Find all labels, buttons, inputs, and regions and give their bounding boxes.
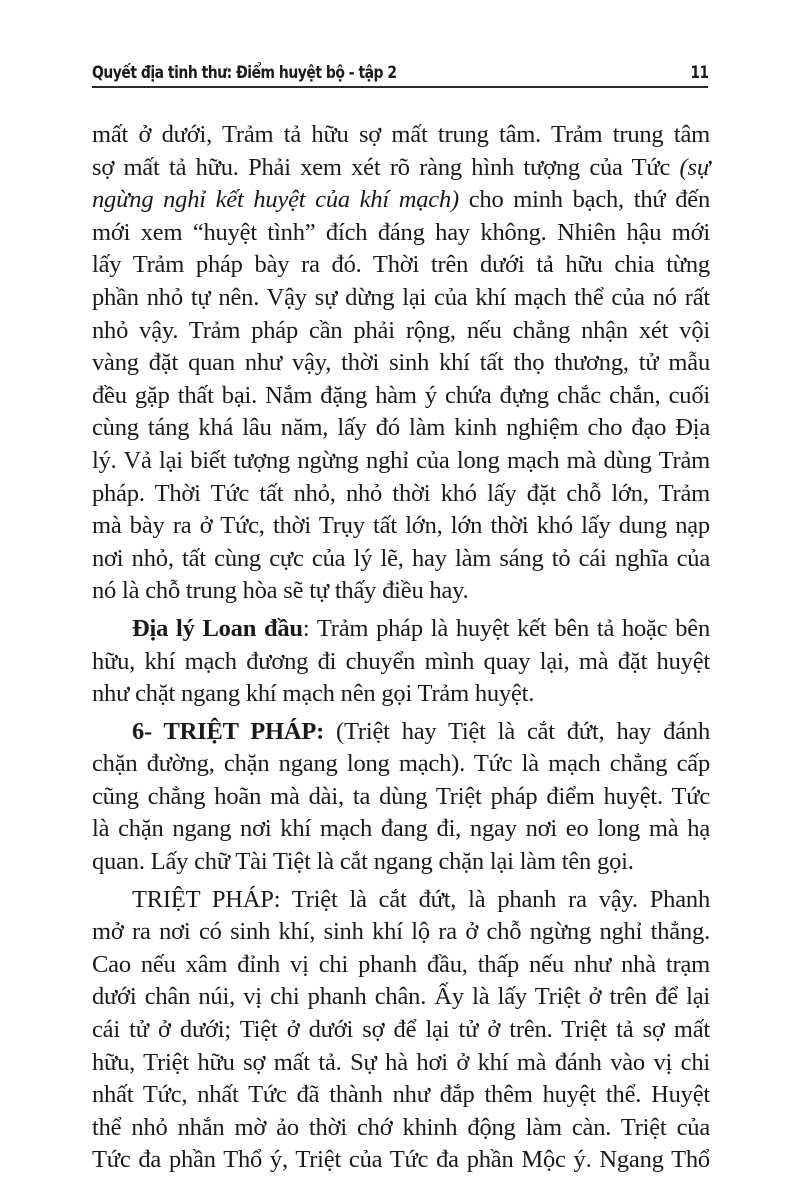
italic-run: (sự [679, 153, 710, 181]
bold-lead: 6- TRIỆT PHÁP: [132, 717, 325, 745]
text-line: pháp. Thời Tức tất nhỏ, nhỏ thời khó lấy đặt chỗ lớn, Trảm [92, 479, 710, 507]
section-lead: TRIỆT PHÁP [132, 885, 274, 913]
text-line: là chặn ngang nơi khí mạch đang đi, ngay nơi eo long mà hạ [92, 815, 710, 843]
text-line [92, 152, 710, 185]
text-run: sợ mất tả hữu. Phải xem xét rõ ràng hình tượng của Tức [92, 153, 680, 181]
text-line: mất ở dưới, Trảm tả hữu sợ mất trung tâm. Trảm trung tâm [92, 121, 710, 148]
text-line: lý. Vả lại biết tượng ngừng nghỉ của long mạch mà dùng Trảm [92, 446, 710, 474]
text-line: đều gặp thất bại. Nắm đặng hàm ý chứa đựng chắc chắn, cuối [92, 381, 710, 409]
text-line: cùng táng khá lâu năm, lấy đó làm kinh nghiệm cho đạo Địa [92, 414, 710, 442]
text-run: (Triệt hay Tiệt là cắt đứt, hay đánh [324, 717, 710, 745]
text-line: Tức đa phần Thổ ý, Triệt của Tức đa phần Mộc ý. Ngang Thổ [92, 1146, 710, 1174]
page-number: 11 [690, 63, 708, 83]
paragraph-4 [92, 884, 710, 1177]
text-run: cho minh bạch, thứ đến [459, 186, 710, 214]
text-line: hữu, khí mạch đương đi chuyển mình quay lại, mà đặt huyệt [92, 647, 710, 675]
text-line: lấy Trảm pháp bày ra đó. Thời trên dưới tả hữu chia từng [92, 251, 710, 279]
text-line: nó là chỗ trung hòa sẽ tự thấy điều hay. [92, 577, 469, 605]
text-run: : Triệt là cắt đứt, là phanh ra vậy. Phanh [273, 885, 710, 913]
text-line: nhất Tức, nhất Tức đã thành như đắp thêm huyệt thể. Huyệt [92, 1081, 710, 1109]
text-line: như chặt ngang khí mạch nên gọi Trảm huyệt. [92, 680, 535, 708]
text-line [92, 184, 710, 217]
text-line: nơi nhỏ, tất cùng cực của lý lẽ, hay làm sáng tỏ cái nghĩa của [92, 544, 710, 572]
text-line: Cao nếu xâm đỉnh vị chi phanh đầu, thấp nếu như nhà trạm [92, 950, 710, 978]
text-line [92, 613, 710, 646]
text-line: mở ra nơi có sinh khí, sinh khí lộ ra ở chỗ ngừng nghỉ thẳng. [92, 918, 710, 946]
text-line: mới xem “huyệt tình” đích đáng hay không. Nhiên hậu mới [92, 218, 710, 246]
bold-lead: Địa lý Loan đầu [132, 614, 303, 642]
text-line: cái tử ở dưới; Tiệt ở dưới sợ để lại tử ở trên. Triệt tả sợ mất [92, 1016, 710, 1044]
text-line: quan. Lấy chữ Tài Tiệt là cắt ngang chặn lại làm tên gọi. [92, 848, 634, 876]
text-line: cũng chẳng hoãn mà dài, ta dùng Triệt pháp điểm huyệt. Tức [92, 782, 710, 810]
paragraph-3 [92, 716, 710, 879]
text-line: mà bày ra ở Tức, thời Trụy tất lớn, lớn thời khó lấy dung nạp [92, 512, 710, 540]
paragraph-2 [92, 613, 710, 711]
text-line: nhỏ vậy. Trảm pháp cần phải rộng, nếu chẳng nhận xét vội [92, 316, 710, 344]
italic-run: ngừng nghỉ kết huyệt của khí mạch) [92, 186, 459, 214]
text-line: chặn đường, chặn ngang long mạch). Tức là mạch chẳng cấp [92, 750, 710, 778]
running-header [92, 56, 708, 88]
text-line [92, 884, 710, 917]
text-line: hữu, Triệt hữu sợ mất tả. Sự hà hơi ở khí mà đánh vào vị chi [92, 1048, 710, 1076]
text-line: thể nhỏ nhắn mờ ảo thời chớ khinh động làm càn. Triệt của [92, 1113, 710, 1141]
text-line: phần nhỏ tự nên. Vậy sự dừng lại của khí mạch thể của nó rất [92, 283, 710, 311]
body-text [92, 119, 710, 1182]
text-line [92, 716, 710, 749]
paragraph-1 [92, 119, 710, 608]
running-title: Quyết địa tinh thư: Điểm huyệt bộ - tập 2 [92, 63, 397, 83]
text-line: vàng đặt quan như vậy, thời sinh khí tất thọ thương, tử mẫu [92, 349, 710, 377]
text-run: : Trảm pháp là huyệt kết bên tả hoặc bên [302, 614, 710, 642]
text-line: dưới chân núi, vị chi phanh chân. Ấy là lấy Triệt ở trên để lại [92, 983, 710, 1011]
